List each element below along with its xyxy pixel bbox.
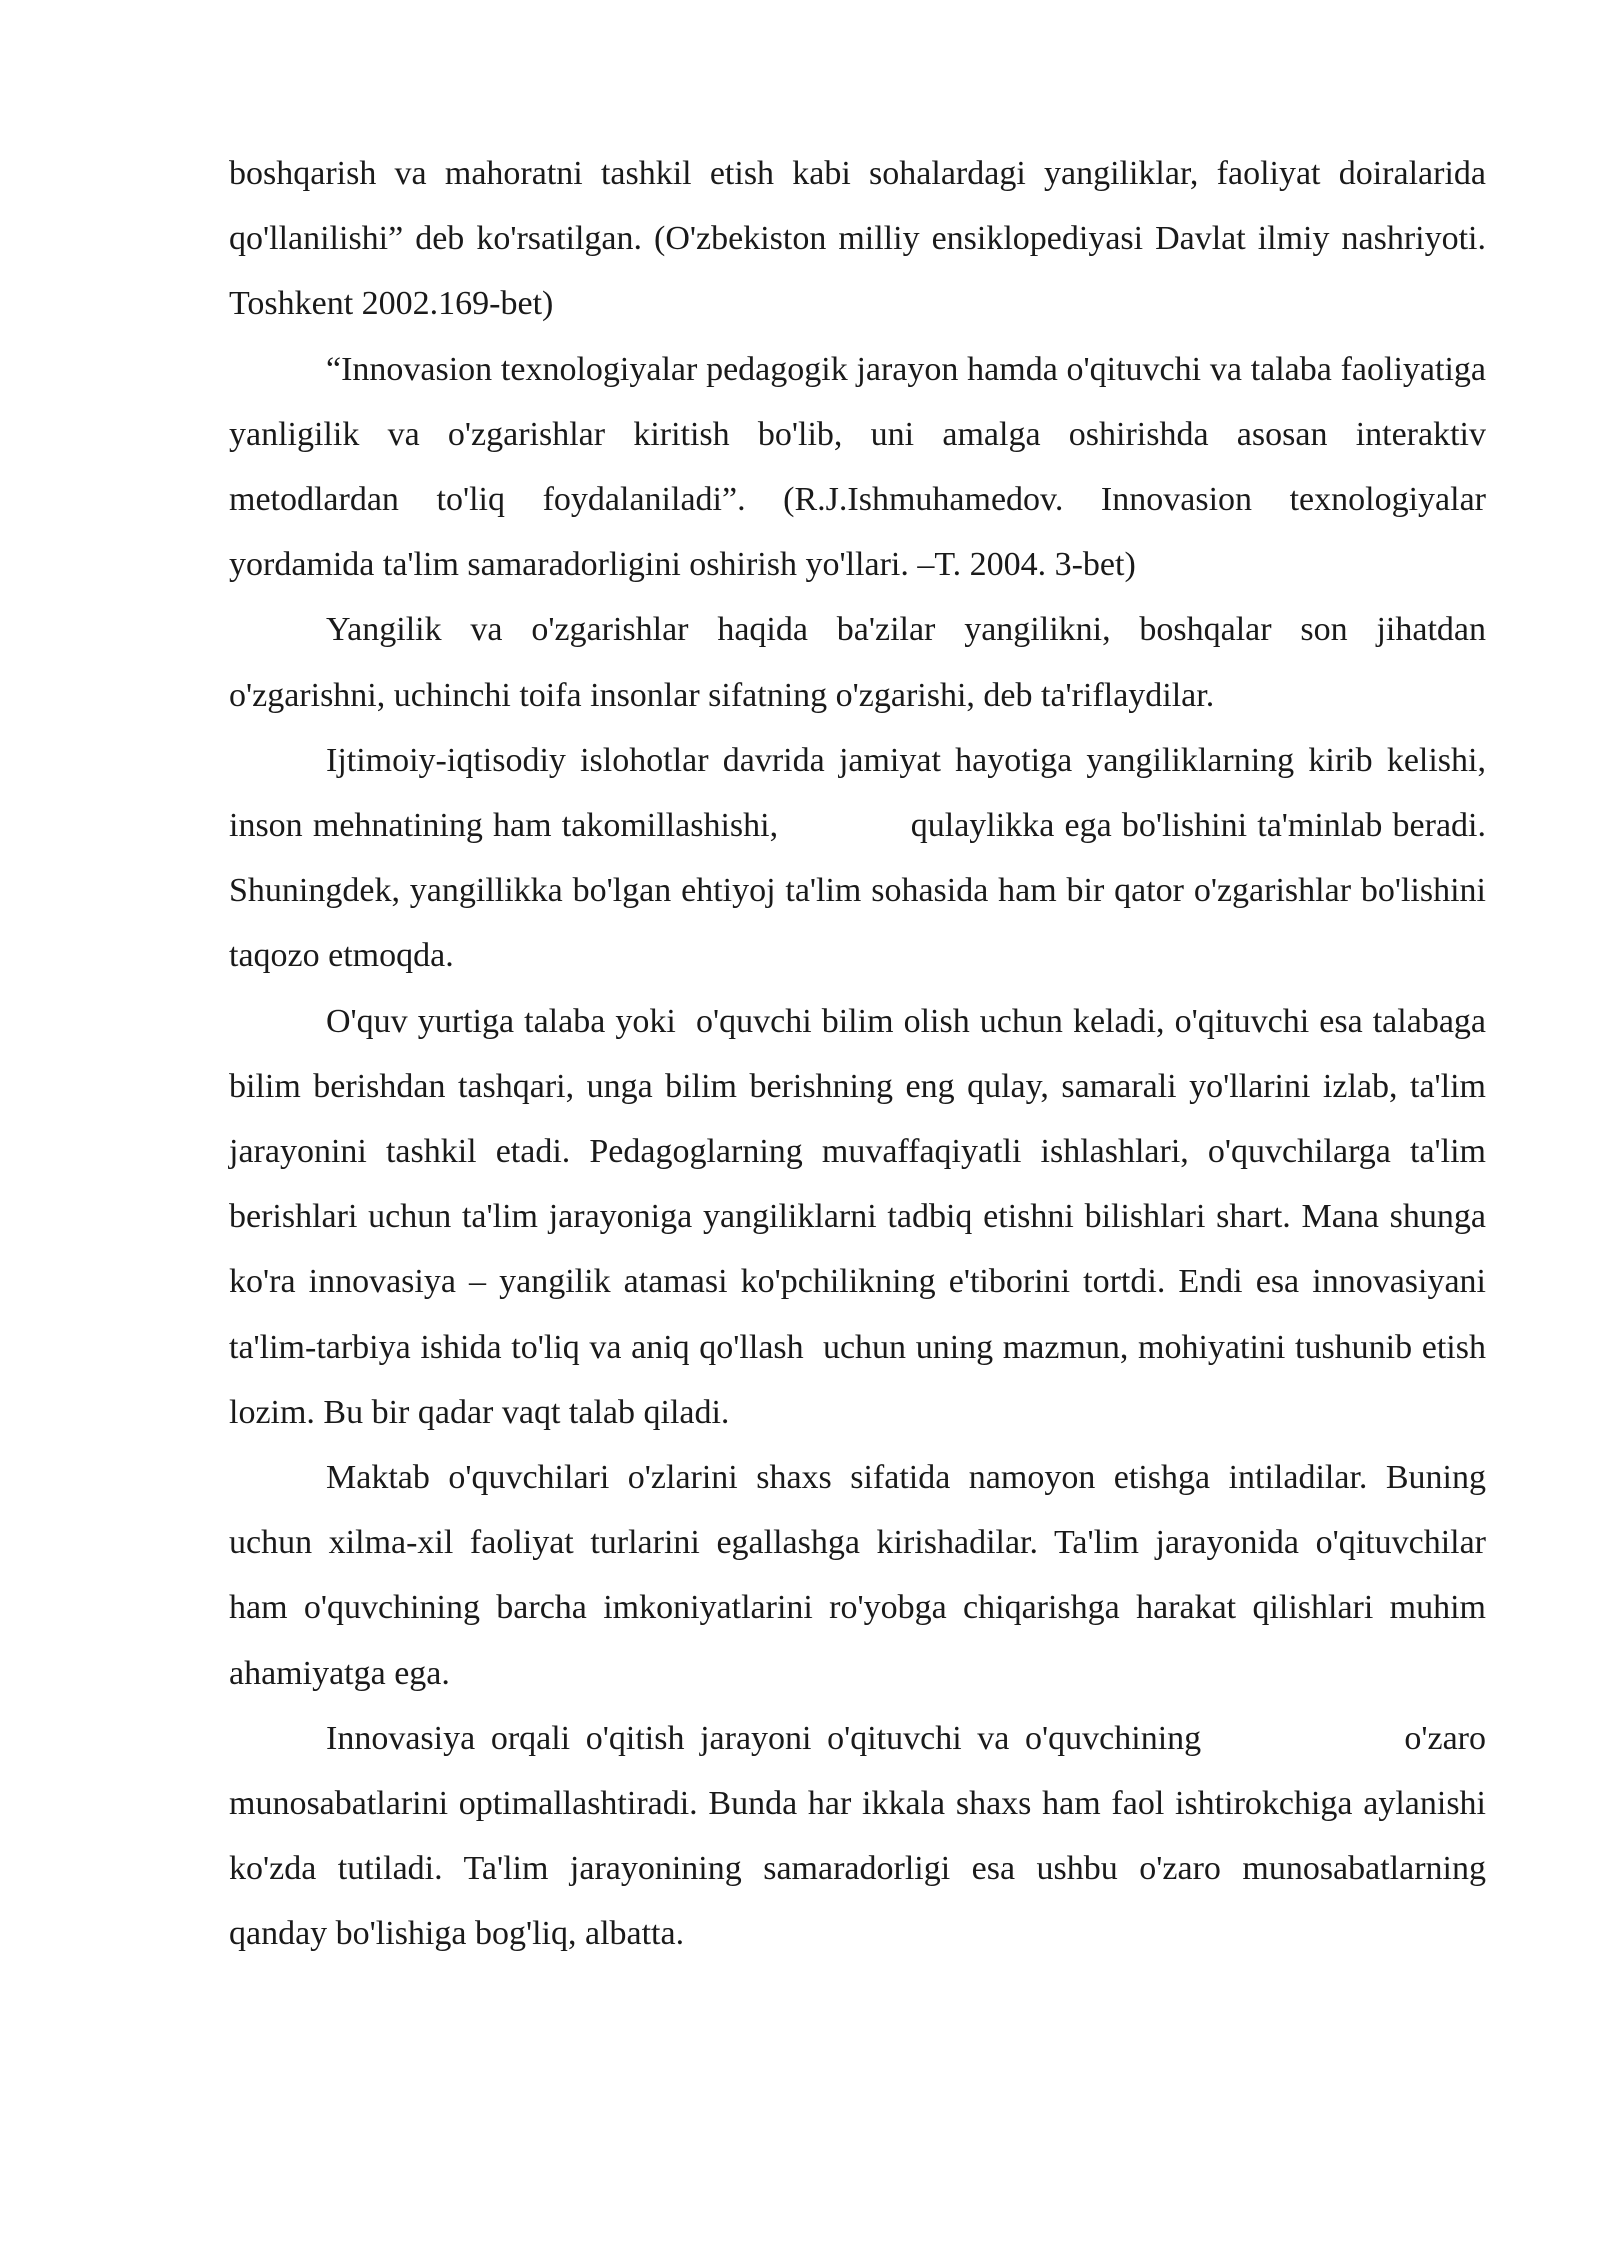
paragraph-5: O'quv yurtiga talaba yoki o'quvchi bilim olish uchun keladi, o'qituvchi esa talabaga bilim berishdan tashqari, unga bilim berishning eng qulay, samarali yo'llarini izlab, ta'lim jarayonini tashkil etadi. Pedagoglarning muvaffaqiyatli ishlashlari, o'quvchilarga ta'lim berishlari uchun ta'lim jarayoniga yangiliklarni tadbiq etishni bilishlari shart. Mana shunga ko'ra innovasiya – yangilik atamasi ko'pchilikning e'tiborini tortdi. Endi esa innovasiyani ta'lim-tarbiya ishida to'liq va aniq qo'llash uchun uning mazmun, mohiyatini tushunib etish lozim. Bu bir qadar vaqt talab qiladi. — [229, 1002, 1495, 1431]
paragraph-3: Yangilik va o'zgarishlar haqida ba'zilar yangilikni, boshqalar son jihatdan o'zgarishni, uchinchi toifa insonlar sifatning o'zgarishi, deb ta'riflaydilar. — [229, 611, 1495, 714]
document-body — [229, 141, 1495, 1967]
paragraph-2: “Innovasion texnologiyalar pedagogik jarayon hamda o'qituvchi va talaba faoliyatiga yanligilik va o'zgarishlar kiritish bo'lib, uni amalga oshirishda asosan interaktiv metodlardan to'liq foydalaniladi”. (R.J.Ishmuhamedov. Innovasion texnologiyalar yordamida ta'lim samaradorligini oshirish yo'llari. –T. 2004. 3-bet) — [229, 350, 1495, 584]
paragraph-6: Maktab o'quvchilari o'zlarini shaxs sifatida namoyon etishga intiladilar. Buning uchun xilma-xil faoliyat turlarini egallashga kirishadilar. Ta'lim jarayonida o'qituvchilar ham o'quvchining barcha imkoniyatlarini ro'yobga chiqarishga harakat qilishlari muhim ahamiyatga ega. — [229, 1459, 1495, 1692]
paragraph-1: boshqarish va mahoratni tashkil etish kabi sohalardagi yangiliklar, faoliyat doiralarida qo'llanilishi” deb ko'rsatilgan. (O'zbekiston milliy ensiklopediyasi Davlat ilmiy nashriyoti. Toshkent 2002.169-bet) — [229, 155, 1495, 323]
paragraph-7: Innovasiya orqali o'qitish jarayoni o'qituvchi va o'quvchining o'zaro munosabatlarini optimallashtiradi. Bunda har ikkala shaxs ham faol ishtirokchiga aylanishi ko'zda tutiladi. Ta'lim jarayonining samaradorligi esa ushbu o'zaro munosabatlarning qanday bo'lishiga bog'liq, albatta. — [229, 1719, 1495, 1953]
paragraph-4: Ijtimoiy-iqtisodiy islohotlar davrida jamiyat hayotiga yangiliklarning kirib kelishi, inson mehnatining ham takomillashishi, qulaylikka ega bo'lishini ta'minlab beradi. Shuningdek, yangillikka bo'lgan ehtiyoj ta'lim sohasida ham bir qator o'zgarishlar bo'lishini taqozo etmoqda. — [229, 741, 1495, 975]
